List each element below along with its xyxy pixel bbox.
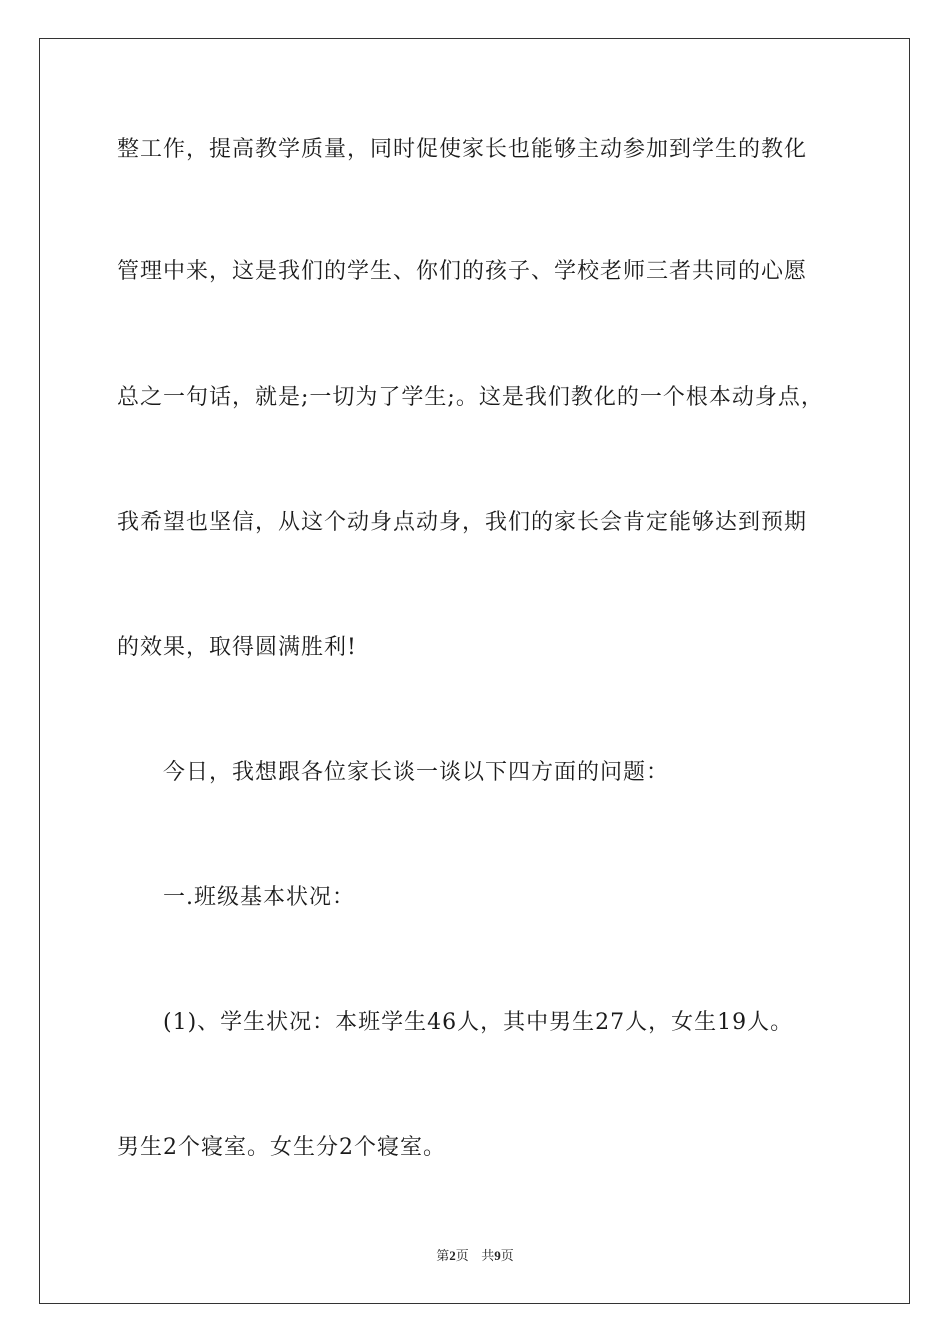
- footer-page-suffix: 页: [455, 1249, 469, 1264]
- page-footer: [0, 1247, 950, 1266]
- footer-total-pages: 9: [494, 1248, 501, 1263]
- page-border: [39, 38, 910, 1304]
- paragraph-intro: 今日，我想跟各位家长谈一谈以下四方面的问题：: [163, 760, 670, 785]
- paragraph-line-3: 总之一句话，就是;一切为了学生;。这是我们教化的一个根本动身点，: [117, 385, 824, 410]
- paragraph-line-2: 管理中来，这是我们的学生、你们的孩子、学校老师三者共同的心愿: [117, 259, 808, 284]
- paragraph-line-4: 我希望也坚信，从这个动身点动身，我们的家长会肯定能够达到预期: [117, 510, 808, 535]
- footer-total-prefix: 共: [481, 1249, 495, 1264]
- paragraph-line-1: 整工作，提高教学质量，同时促使家长也能够主动参加到学生的教化: [117, 137, 808, 162]
- dormitory-line: 男生2个寝室。女生分2个寝室。: [117, 1135, 446, 1160]
- paragraph-line-5: 的效果，取得圆满胜利!: [117, 635, 357, 660]
- section-heading: 一.班级基本状况：: [163, 885, 355, 910]
- footer-prefix: 第: [436, 1249, 450, 1264]
- footer-total-suffix: 页: [500, 1249, 514, 1264]
- footer-page-number: 2: [449, 1248, 456, 1263]
- student-status-line: (1)、学生状况：本班学生46人，其中男生27人，女生19人。: [163, 1010, 794, 1035]
